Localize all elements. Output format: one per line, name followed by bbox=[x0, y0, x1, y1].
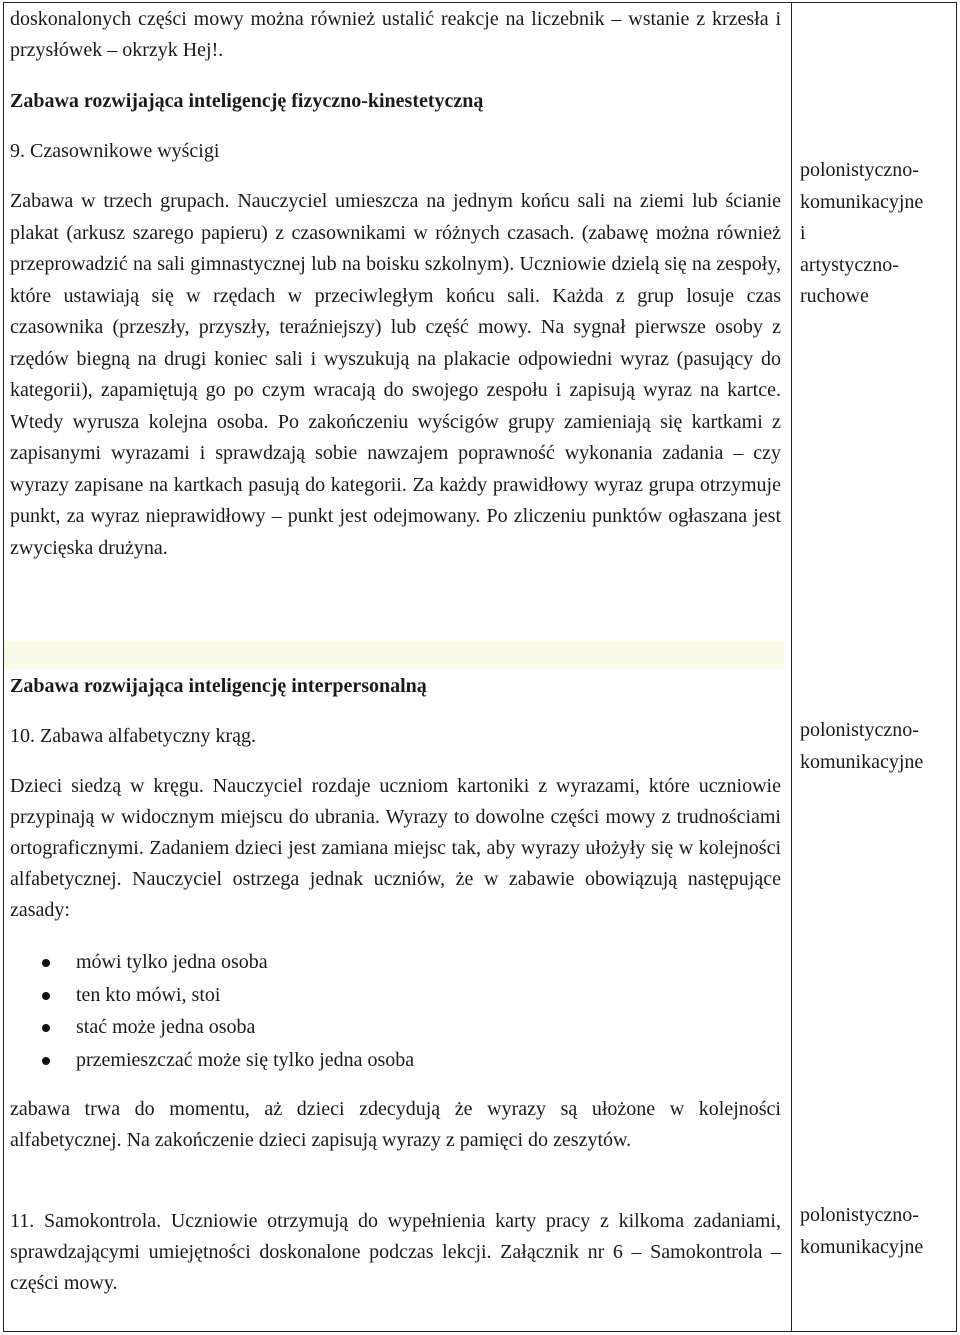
section2-competence bbox=[800, 715, 950, 778]
section2-title: 10. Zabawa alfabetyczny krąg. bbox=[10, 725, 256, 747]
competence-line: artystyczno- bbox=[800, 253, 899, 276]
competence-line: komunikacyjne bbox=[800, 1235, 924, 1258]
section3-competence bbox=[800, 1200, 950, 1263]
competence-line: polonistyczno- bbox=[800, 719, 919, 741]
bullet-icon bbox=[42, 959, 50, 967]
continuation-text: doskonalonych części mowy można również ustalić reakcje na liczebnik – wstanie z krzesła i przysłówek – okrzyk Hej!. bbox=[10, 8, 781, 61]
section2-body-text: Dzieci siedzą w kręgu. Nauczyciel rozdaje uczniom kartoniki z wyrazami, które uczniowie przypinają w widocznym miejscu do ubrania. Wyrazy to dowolne części mowy z trudnościami ortograficznymi. Zadaniem dzieci jest zamiana miejsc tak, aby wyrazy ułożyły się w kolejności alfabetycznej. Nauczyciel ostrzega jednak uczniów, że w zabawie obowiązują następujące zasady: bbox=[10, 775, 781, 921]
competence-line: polonistyczno- bbox=[800, 1204, 919, 1226]
section1-body-text: Zabawa w trzech grupach. Nauczyciel umieszcza na jednym końcu sali na ziemi lub ścianie plakat (arkusz szarego papieru) z czasownikami w różnych czasach. (zabawę można również przeprowadzić na sali gimnastycznej lub na boisku szkolnym). Uczniowie dzielą się na zespoły, które ustawiają się w rzędach w przeciwległym końcu sali. Każda z grup losuje czas czasownika (przeszły, przyszły, teraźniejszy) lub część mowy. Na sygnał pierwsze osoby z rzędów biegną na drugi koniec sali i wyszukują na plakacie odpowiedni wyraz (pasujący do kategorii), zapamiętują go po czym wracają do swojego zespołu i zapisują wyraz na kartce. Wtedy wyrusza kolejna osoba. Po zakończeniu wyścigów grupy zamieniają się kartkami z zapisanymi wyrazami i sprawdzają sobie nawzajem poprawność wykonania zadania – czy wyrazy zapisane na kartkach pasują do kategorii. Za każdy prawidłowy wyraz grupa otrzymuje punkt, za wyraz nieprawidłowy – punkt jest odejmowany. Po zliczeniu punktów ogłaszana jest zwycięska drużyna. bbox=[10, 190, 781, 559]
intro-continuation bbox=[10, 4, 781, 66]
competence-line: komunikacyjne bbox=[800, 750, 924, 773]
bullet-icon bbox=[42, 992, 50, 1000]
list-item: ten kto mówi, stoi bbox=[4, 979, 775, 1012]
section2-closing-text: zabawa trwa do momentu, aż dzieci zdecydują że wyrazy są ułożone w kolejności alfabetycznej. Na zakończenie dzieci zapisują wyrazy z pamięci do zeszytów. bbox=[10, 1098, 781, 1151]
section2-closing bbox=[10, 1094, 781, 1156]
section1-title: 9. Czasownikowe wyścigi bbox=[10, 140, 220, 162]
competence-line: komunikacyjne bbox=[800, 190, 924, 213]
highlight-row bbox=[4, 641, 785, 669]
section1-heading: Zabawa rozwijająca inteligencję fizyczno-kinestetyczną bbox=[10, 90, 484, 112]
column-divider bbox=[791, 3, 792, 1331]
bullet-icon bbox=[42, 1024, 50, 1032]
competence-line: ruchowe bbox=[800, 285, 869, 307]
section3-body-text: 11. Samokontrola. Uczniowie otrzymują do wypełnienia karty pracy z kilkoma zadaniami, sprawdzającymi umiejętności doskonalone podczas lekcji. Załącznik nr 6 – Samokontrola – części mowy. bbox=[10, 1210, 781, 1294]
bullet-icon bbox=[42, 1057, 50, 1065]
section1-competence bbox=[800, 155, 950, 313]
section2-body bbox=[10, 771, 781, 926]
competence-line: polonistyczno- bbox=[800, 159, 919, 181]
competence-line: i bbox=[800, 222, 806, 244]
section3-body bbox=[10, 1206, 781, 1299]
list-item: mówi tylko jedna osoba bbox=[4, 946, 775, 979]
list-item: przemieszczać może się tylko jedna osoba bbox=[4, 1044, 775, 1077]
rules-list bbox=[4, 946, 775, 1076]
list-item: stać może jedna osoba bbox=[4, 1011, 775, 1044]
section2-heading: Zabawa rozwijająca inteligencję interpersonalną bbox=[10, 675, 427, 697]
section1-body bbox=[10, 186, 781, 564]
